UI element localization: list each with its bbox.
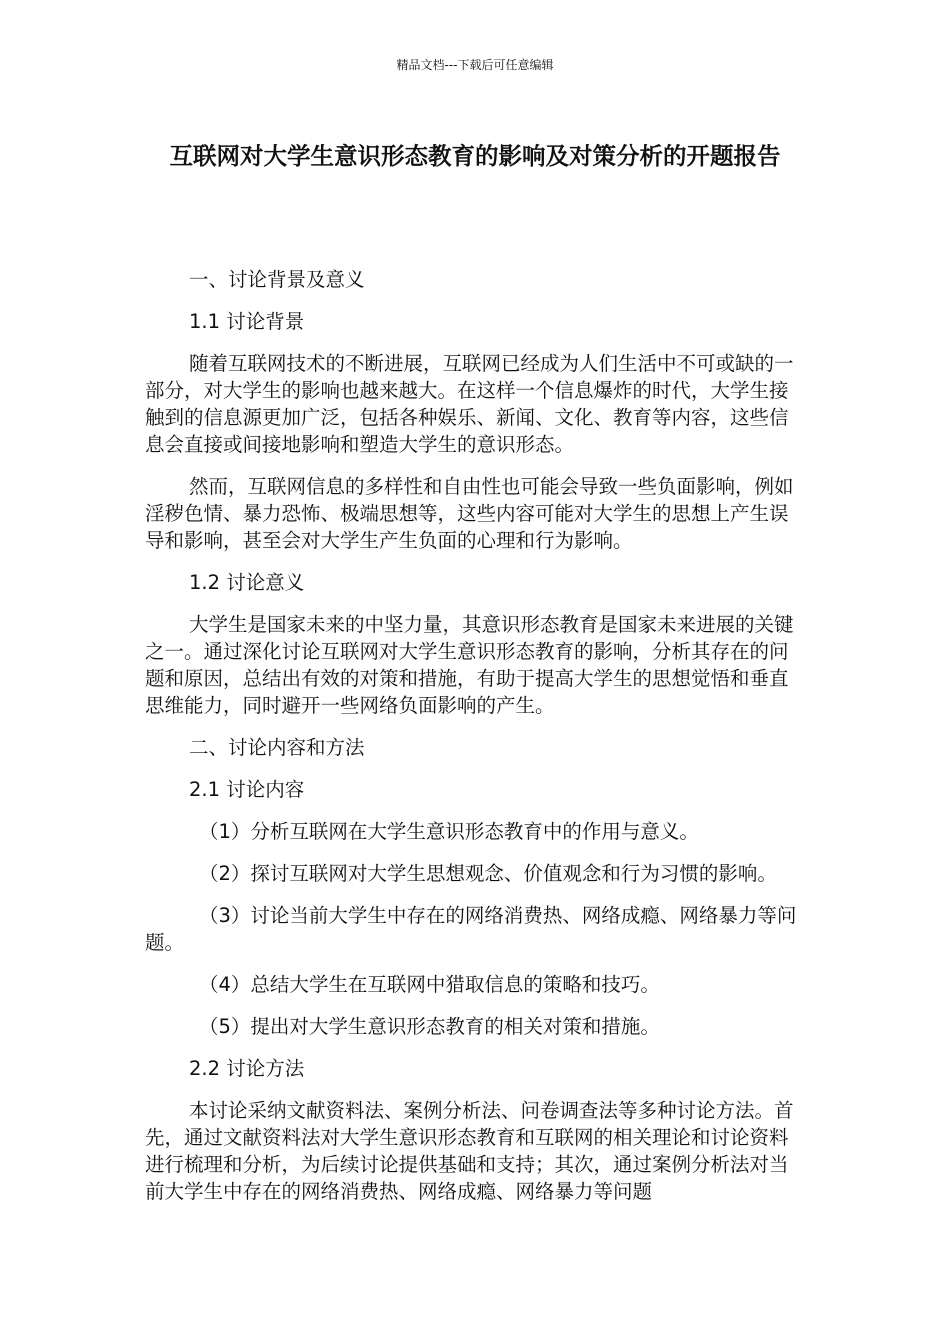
subsection-heading-1-2: 1.2 讨论意义 <box>189 571 305 594</box>
section-heading-1: 一、讨论背景及意义 <box>189 268 365 291</box>
list-item: （3）讨论当前大学生中存在的网络消费热、网络成瘾、网络暴力等问题。 <box>145 904 797 954</box>
subsection-heading-1-1: 1.1 讨论背景 <box>189 310 305 333</box>
paragraph-methods: 本讨论采纳文献资料法、案例分析法、问卷调查法等多种讨论方法。首先，通过文献资料法对大学生意识形态教育和互联网的相关理论和讨论资料进行梳理和分析，为后续讨论提供基础和支持；其次，通过案例分析法对当前大学生中存在的网络消费热、网络成瘾、网络暴力等问题 <box>145 1099 794 1203</box>
list-item: （4）总结大学生在互联网中猎取信息的策略和技巧。 <box>199 973 660 996</box>
document-title: 互联网对大学生意识形态教育的影响及对策分析的开题报告 <box>169 142 781 170</box>
subsection-heading-2-2: 2.2 讨论方法 <box>189 1057 305 1080</box>
list-item: （1）分析互联网在大学生意识形态教育中的作用与意义。 <box>199 820 699 843</box>
page-header: 精品文档---下载后可任意编辑 <box>396 58 554 72</box>
subsection-heading-2-1: 2.1 讨论内容 <box>189 778 305 801</box>
paragraph-significance: 大学生是国家未来的中坚力量，其意识形态教育是国家未来进展的关键之一。通过深化讨论互联网对大学生意识形态教育的影响，分析其存在的问题和原因，总结出有效的对策和措施，有助于提高大学生的思想觉悟和垂直思维能力，同时避开一些网络负面影响的产生。 <box>145 613 794 717</box>
section-heading-2: 二、讨论内容和方法 <box>189 736 365 759</box>
paragraph-background-2: 然而，互联网信息的多样性和自由性也可能会导致一些负面影响，例如淫秽色情、暴力恐怖、极端思想等，这些内容可能对大学生的思想上产生误导和影响，甚至会对大学生产生负面的心理和行为影响。 <box>145 475 794 552</box>
document-body <box>145 266 807 1220</box>
paragraph-background-1: 随着互联网技术的不断进展，互联网已经成为人们生活中不可或缺的一部分，对大学生的影响也越来越大。在这样一个信息爆炸的时代，大学生接触到的信息源更加广泛，包括各种娱乐、新闻、文化、教育等内容，这些信息会直接或间接地影响和塑造大学生的意识形态。 <box>145 352 794 456</box>
list-item: （2）探讨互联网对大学生思想观念、价值观念和行为习惯的影响。 <box>199 862 777 885</box>
list-item: （5）提出对大学生意识形态教育的相关对策和措施。 <box>199 1015 660 1038</box>
